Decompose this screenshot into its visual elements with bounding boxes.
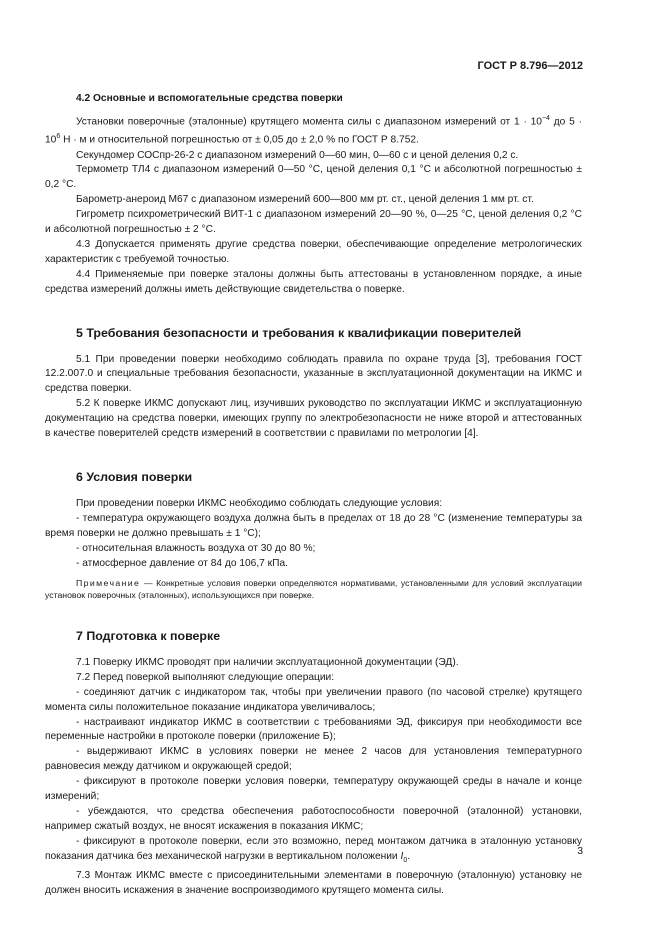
paragraph-stopwatch: Секундомер СОСпр-26-2 с диапазоном измерений 0—60 мин, 0—60 с и ценой деления 0,2 с. xyxy=(76,149,519,161)
paragraph-5-2: 5.2 К поверке ИКМС допускают лиц, изучивших руководство по эксплуатации ИКМС и эксплуатационную документацию на средства поверки, имеющих группу по электробезопасности не ниже второй и аттестованных в качестве поверителей средств измерений в соответствии с правилами по метрологии [4]. xyxy=(45,398,582,440)
operation-record-zero: - фиксируют в протоколе поверки, если это возможно, перед монтажом датчика в эталонную установку показания датчика без механической нагрузки в вертикальном положении $I_0$. xyxy=(45,835,582,864)
paragraph-7-3: 7.3 Монтаж ИКМС вместе с присоединительными элементами в поверочную (эталонную) установку не должен вносить искажения в значение воспроизводимого крутящего момента силы. xyxy=(45,869,582,896)
note-text: — Конкретные условия поверки определяются нормативами, установленными для условий эксплуатации установок поверочных (эталонных), использующихся при поверке. xyxy=(45,577,582,600)
operation-configure: - настраивают индикатор ИКМС в соответствии с требованиями ЭД, фиксируя при необходимости все переменные настройки в протоколе поверки (приложение Б); xyxy=(45,716,582,743)
operation-hold: - выдерживают ИКМС в условиях поверки не менее 2 часов для установления температурного равновесия между датчиком и окружающей средой; xyxy=(45,746,582,773)
paragraph-6-intro: При проведении поверки ИКМС необходимо соблюдать следующие условия: xyxy=(76,498,443,509)
paragraph-4-4: 4.4 Применяемые при поверке эталоны должны быть аттестованы в установленном порядке, а иные средства измерений должны иметь действующие свидетельства о поверке. xyxy=(45,268,582,295)
subsection-title-4-2: 4.2 Основные и вспомогательные средства поверки xyxy=(76,93,343,104)
section-title-5: 5 Требования безопасности и требования к квалификации поверителей xyxy=(76,325,522,340)
operation-record-conditions: - фиксируют в протоколе поверки условия поверки, температуру окружающей среды в начале и конце измерений; xyxy=(45,776,582,803)
section-title-6: 6 Условия поверки xyxy=(76,470,193,484)
paragraph-4-3: 4.3 Допускается применять другие средства поверки, обеспечивающие определение метрологических характеристик с требуемой точностью. xyxy=(45,238,582,265)
note xyxy=(45,577,582,601)
paragraph-7-1: 7.1 Поверку ИКМС проводят при наличии эксплуатационной документации (ЭД). xyxy=(76,656,459,668)
operation-verify-support: - убеждаются, что средства обеспечения работоспособности поверочной (эталонной) установки, например сжатый воздух, не вносят искажения в показания ИКМС; xyxy=(45,806,582,832)
page-content xyxy=(45,92,582,898)
section-title-7: 7 Подготовка к поверке xyxy=(76,628,221,643)
paragraph-7-2: 7.2 Перед поверкой выполняют следующие операции: xyxy=(76,671,335,683)
operation-connect: - соединяют датчик с индикатором так, чтобы при увеличении правого (по часовой стрелке) крутящего момента силы положительное показание индикатора увеличивалось; xyxy=(45,686,582,713)
standard-header: ГОСТ Р 8.796—2012 xyxy=(477,60,583,72)
page-number: 3 xyxy=(577,846,583,857)
condition-temperature: - температура окружающего воздуха должна быть в пределах от 18 до 28 °С (изменение температуры за время поверки не должно превышать ± 1 °С); xyxy=(45,512,582,539)
condition-pressure: - атмосферное давление от 84 до 106,7 кПа. xyxy=(76,557,288,569)
paragraph-hygrometer: Гигрометр психрометрический ВИТ-1 с диапазоном измерений 20—90 %, 0—25 °С, ценой деления 0,2 °С и абсолютной погрешностью ± 2 °С. xyxy=(45,209,582,236)
paragraph-torque-installations: Установки поверочные (эталонные) крутящего момента силы с диапазоном измерений от $1 \cdot 10^{-4}$ до $5 \cdot 10^6$ Н · м и относительной погрешностью от ± 0,05 до ± 2,0 % по ГОСТ Р 8.752. xyxy=(45,114,582,146)
paragraph-barometer: Барометр-анероид М67 с диапазоном измерений 600—800 мм рт. ст., ценой деления 1 мм рт. ст. xyxy=(76,194,534,206)
condition-humidity: - относительная влажность воздуха от 30 до 80 %; xyxy=(76,542,316,554)
paragraph-5-1: 5.1 При проведении поверки необходимо соблюдать правила по охране труда [3], требования ГОСТ 12.2.007.0 и специальные требования безопасности, указанные в эксплуатационной документации на ИКМС и средства поверки. xyxy=(45,353,582,395)
note-label: Примечание xyxy=(76,577,141,588)
paragraph-thermometer: Термометр ТЛ4 с диапазоном измерений 0—50 °С, ценой деления 0,1 °С и абсолютной погрешностью ± 0,2 °С. xyxy=(45,164,582,191)
